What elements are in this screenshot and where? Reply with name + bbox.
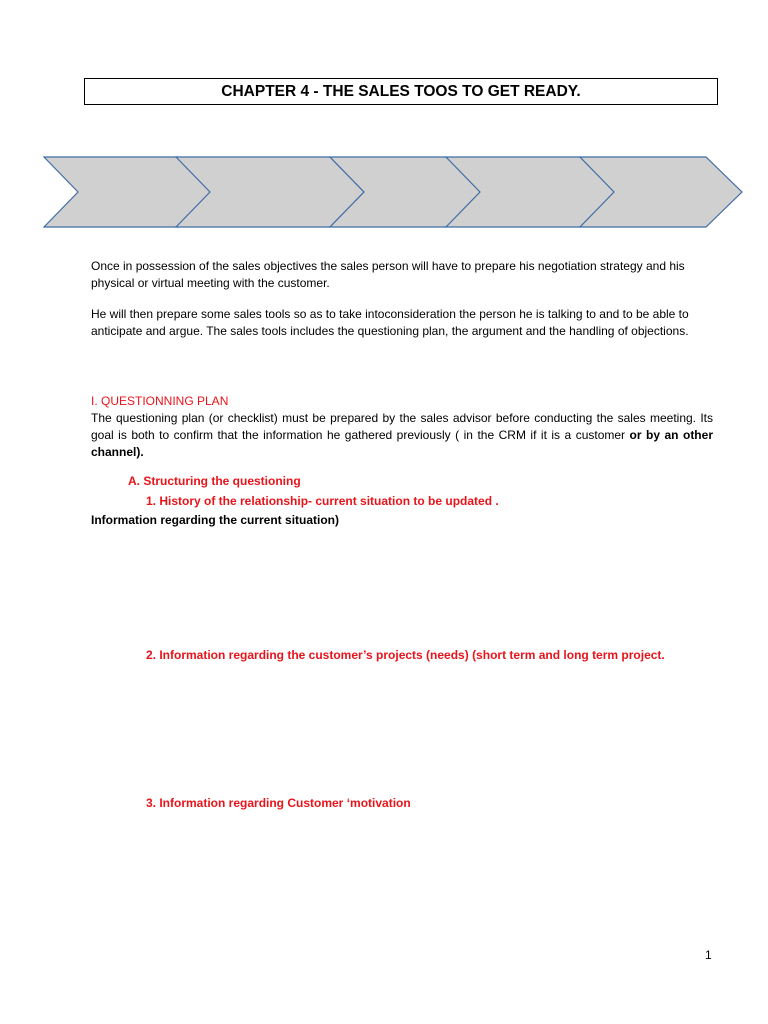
- item-current-situation-note: Information regarding the current situation): [91, 513, 340, 527]
- process-chevron-diagram: [0, 150, 768, 240]
- subsection-structuring: A. Structuring the questioning: [128, 474, 301, 488]
- questioning-plan-text-bold: or by an other channel).: [91, 428, 713, 459]
- sales-tools-paragraph: He will then prepare some sales tools so as to take intoconsideration the person he is talking to and to be able to anticipate and argue. The sales tools includes the questioning plan, the argument and the handling of objections.: [91, 307, 689, 338]
- item-history-relationship: 1. History of the relationship- current situation to be updated .: [146, 494, 499, 508]
- chapter-title: CHAPTER 4 - THE SALES TOOS TO GET READY.: [84, 78, 718, 105]
- page-number: 1: [705, 948, 712, 962]
- section-heading-questioning-plan: I. QUESTIONNING PLAN: [91, 394, 229, 408]
- questioning-plan-text: The questioning plan (or checklist) must be prepared by the sales advisor before conducting the sales meeting. Its goal is both to confirm that the information he gathered previously ( in the CRM if it is a customer: [91, 411, 713, 442]
- item-customer-motivation: 3. Information regarding Customer ‘motivation: [146, 796, 411, 810]
- questioning-plan-paragraph: [91, 410, 713, 461]
- item-customer-projects: 2. Information regarding the customer’s projects (needs) (short term and long term project.: [146, 648, 665, 662]
- intro-paragraph: Once in possession of the sales objectives the sales person will have to prepare his negotiation strategy and his physical or virtual meeting with the customer.: [91, 259, 685, 290]
